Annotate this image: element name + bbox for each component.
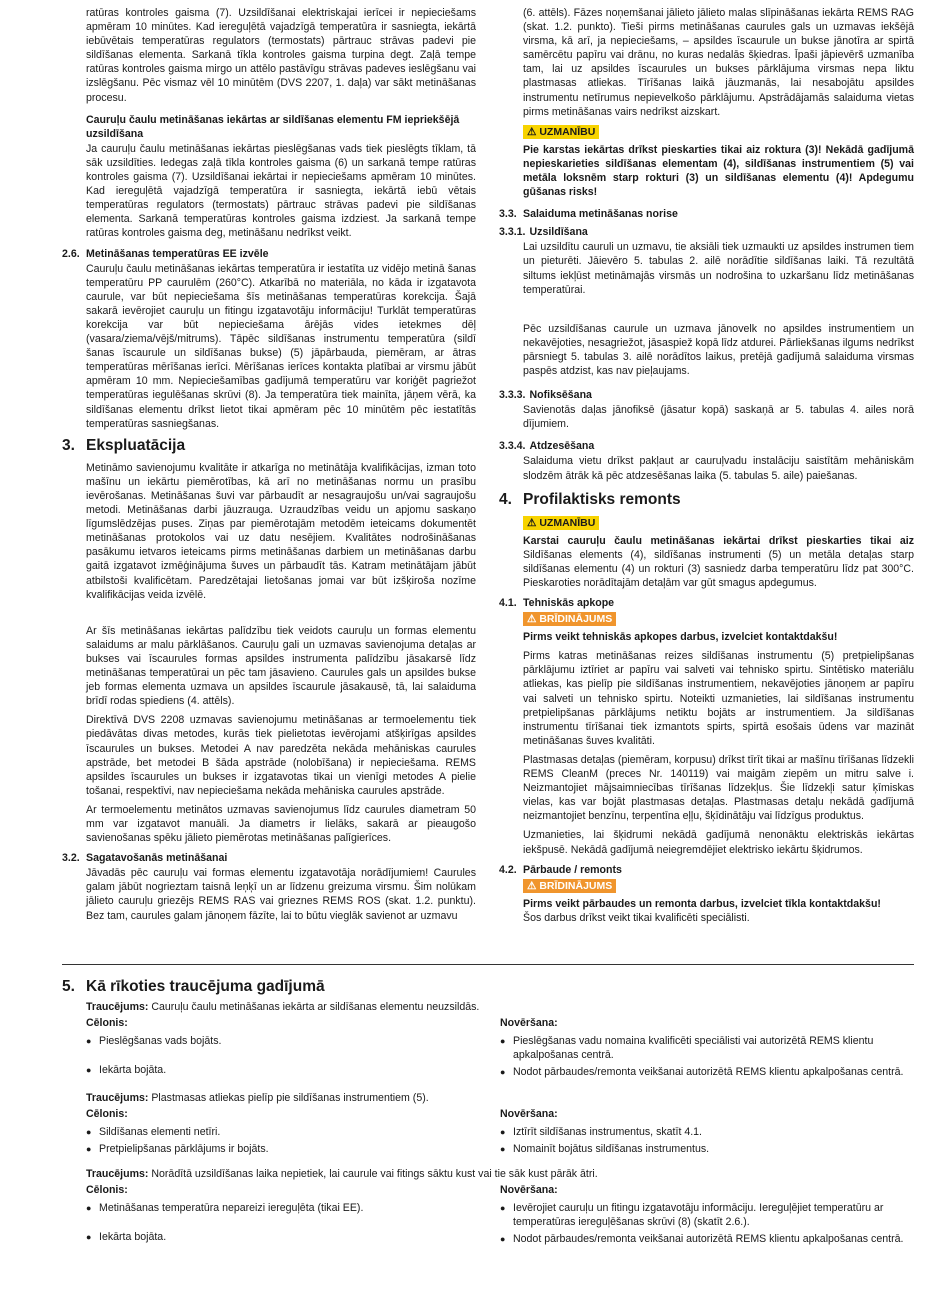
section-4-1-heading — [499, 596, 914, 610]
paragraph: ratūras kontroles gaisma (7). Uzsildīšanai elektriskajai ierīcei ir nepieciešams apmēram 10 minūtes. Kad iereguļētā vajadzīgā temperatūra ir sasniegta, iekārtā iebūvētais temperatūras regulators (termostats) pārtrauc strāvas padevi pie sildīšanas elementa. Sarkanā tīkla kontroles gaisma turpina degt. Zaļā tempe ratūras kontroles gaisma mirgo un attēlo pastāvīgu strāvas padeves ieslēgšanu vai izslēgšanu. Pēc vismaz vēl 10 minūtēm (DVS 2207, 1. daļa) var sākt metināšanas procesu. — [86, 7, 476, 104]
paragraph: Ja cauruļu čaulu metināšanas iekārtas pieslēgšanas vads tiek pieslēgts tīklam, tā sāk uzsildīties. Iedegas zaļā tīkla kontroles gaisma (6) un sarkanā tempe ratūras kontroles gaisma (7). Uzsildīšanai iekārtai ir nepieciešams apmēram 10 minūtes. Kad iereguļētā vajadzīgā temperatūra ir sasniegta, iekārtā iebū vētais temperatūras regulators (termostats) pārtrauc strāvas padevi pie sildīšanas elementa. Sarkanā temperatūras kontroles gaisma izdziest. Ja sarkanā tempe ratūras kontroles gaisma deg, metināšanu nedrīkst veikt. — [86, 142, 476, 240]
section-title: Kā rīkoties traucējuma gadījumā — [86, 978, 325, 995]
fault-entry — [62, 1091, 914, 1159]
caution-body: Sildīšanas elements (4), sildīšanas instrumenti (5) un metāla detaļas starp sildīšanas elementu (4) un rokturi (3) sasniedz darba temperatūru līdz pat 300°C. Pieskaroties norādītajām detaļām var gūt smagus apdegumus. — [523, 548, 914, 589]
cause-label: Cēlonis: — [86, 1017, 128, 1030]
paragraph: Savienotās daļas jānofiksē (jāsatur kopā) saskaņā ar 5. tabulas 4. ailes norā dījumiem. — [523, 404, 914, 431]
cause-column — [86, 1107, 500, 1159]
warning-bold: Pirms veikt pārbaudes un remonta darbus, izvelciet tīkla kontaktdakšu! — [523, 897, 881, 910]
cause-item: ● Iekārta bojāta. — [86, 1230, 500, 1244]
cause-item: ● Pretpielipšanas pārklājums ir bojāts. — [86, 1142, 500, 1156]
fault-entry — [62, 1000, 914, 1082]
fault-entry — [62, 1167, 914, 1249]
caution-badge — [523, 516, 599, 530]
fault-line — [86, 1000, 914, 1014]
caution-bold: Karstai cauruļu čaulu metināšanas iekārtai drīkst pieskarties tikai aiz — [523, 534, 914, 547]
divider — [62, 964, 914, 965]
remedy-item: ● Nodot pārbaudes/remonta veikšanai autorizētā REMS klientu apkalpošanas centrā. — [500, 1065, 914, 1079]
badge-label: BRĪDINĀJUMS — [539, 879, 613, 892]
remedy-label: Novēršana: — [500, 1184, 558, 1197]
remedy-column — [500, 1107, 914, 1159]
section-title: Nofiksēšana — [529, 389, 592, 402]
fault-text: Norādītā uzsildīšanas laika nepietiek, lai caurule vai fitings sāktu kust vai tie sāk kust pārāk ātri. — [151, 1167, 598, 1180]
remedy-item: ● Ievērojiet cauruļu un fitingu izgatavotāju informāciju. Iereguļējiet temperatūru ar temperatūras iereguļēšanas skrūvi (8) (skatīt 2.6.). — [500, 1201, 914, 1229]
section-number: 4. — [499, 490, 512, 508]
badge-label: UZMANĪBU — [539, 516, 596, 529]
paragraph: Pirms katras metināšanas reizes sildīšanas instrumentu (5) pretpielipšanas pārklājumu iztīriet ar papīru vai salveti vai tehnisko spirtu. Sintētisko materiālu atliekas, kas pielīp pie sildīšanas instrumentiem, nekavējoties jānoņem ar papīru vai salveti un tehnisko spirtu. Noteikti uzmanieties, lai sildīšanas instrumentu pretpielipšanas pārklājums netiktu bojāts ar instrumentiem. Ja sildīšanas instrumentu tīrīšanai tiek izmantots spirts, spirtā esošais ūdens var mazināt metināšanas šuves kvalitāti. — [523, 650, 914, 747]
paragraph: Jāvadās pēc cauruļu vai formas elementu izgatavotāja norādījumiem! Caurules galam jābūt nogrieztam taisnā leņķī un ar līdzenu greizuma virsmu. Šim nolūkam jālieto cauruļu griezējs REMS RAS vai grieznes REMS ROS (skat. 1.2. punktu). Bez tam, caurules galam jānoņem fāzīte, lai to būtu vieglāk savienot ar uzmavu — [86, 867, 476, 922]
section-3-3-3-heading — [499, 388, 914, 402]
cause-label: Cēlonis: — [86, 1184, 128, 1197]
section-number: 4.2. — [499, 863, 517, 876]
section-number: 3.3. — [499, 208, 517, 221]
section-title: Profilaktisks remonts — [523, 490, 681, 508]
warning-text — [499, 897, 914, 925]
troubleshooting-section — [62, 980, 914, 1257]
paragraph: Direktīvā DVS 2208 uzmavas savienojumu metināšanas ar termoelementu tiek piedāvātas divas metodes, kurās tiek pielietotas ievērojami atšķirīgas apsildes īscaurules un bukses. Metodei A nav paredzēta nekāda mehāniskas caurules apstrāde, bet metodei B šāda apstrāde (nolobīšana) ir nepieciešama. REMS apsildes īscaurules un bukses ir izgatavotas tikai un vienīgi metodes A pielie tošanai, respektīvi, nav nepieciešama nekāda mehāniska caurules apstrāde. — [86, 714, 476, 797]
cause-column — [86, 1183, 500, 1249]
cause-item: ● Pieslēgšanas vads bojāts. — [86, 1034, 500, 1048]
remedy-item: ● Nomainīt bojātus sildīšanas instrumentus. — [500, 1142, 914, 1156]
warning-text: Pirms veikt tehniskās apkopes darbus, izvelciet kontaktdakšu! — [523, 631, 838, 644]
fault-text: Cauruļu čaulu metināšanas iekārta ar sildīšanas elementu neuzsildās. — [151, 1001, 480, 1014]
section-title: Tehniskās apkope — [523, 597, 615, 610]
section-title: Metināšanas temperatūras EE izvēle — [86, 247, 269, 260]
paragraph: Salaiduma vietu drīkst pakļaut ar cauruļvadu instalāciju saistītām mehāniskām slodzēm ātrāk kā pēc atdzesēšanas laika (5. tabulas 5. aile) paiešanas. — [523, 455, 914, 482]
paragraph: Ar termoelementu metinātos uzmavas savienojumus līdz caurules diametram 50 mm var izgatavot manuāli. Ja diametrs ir lielāks, sakarā ar pieaugošo savienošanas spēku jālieto piemērotas metināšanas palīgierīces. — [86, 803, 476, 845]
section-3-3-heading — [499, 207, 914, 221]
paragraph: (6. attēls). Fāzes noņemšanai jālieto jālieto malas slīpināšanas iekārta REMS RAG (skat. 1.2. punkto). Tieši pirms metināšanas caurules gals un uzmavas iekšējā virsma, kā arī, ja nepieciešams, – apsildes īscaurule un bukse jānotīra ar spirtā samērcētu papīru vai drānu, no kuras nedalās šķiedras. Īpaši jāpievērš uzmanība tam, lai uz apsildes īscaurules un bukses pārklājuma virsmas nepa liktu plastmasas atliekas. Tīrīšanas laikā jāuzmanās, lai nesabojātu apsildes instrumentu netīrumus nepievelkošo pārklājumu. Apstrādājamās salaiduma vietas pirms metināšanas vairs nedrīkst aizskart. — [523, 7, 914, 118]
paragraph: Metināmo savienojumu kvalitāte ir atkarīga no metinātāja kvalifikācijas, izman toto mašīnu un iekārtu piemērotības, kā arī no metināšanas normu un prasību ievērošanas. Metināšanas šuvi var pārbaudīt ar nesagraujošu un/vai sagraujošu metodi. Metināšanas darbi jāuzrauga. Uzraudzības veidu un apjomu saskaņo līgumslēdzējas puses. Ziņas par piemērotajām metodēm ieteicams dokumentēt metināšanas protokolos vai uz datu nesējiem. Kvalitātes nodrošināšanas pasākumu ietvaros ieteicams pirms metināšanas darbiem un metināšanas darbu gaitā izgatavot izmēģinājuma šuves un pārbaudīt tās. Katram metinātājam jābūt atbilstoši kvalificētam. Paredzētajai lietošanas jomai var būt izšķiroša nozīme kvalifikācijas veida izvēlē. — [86, 461, 476, 601]
warning-badge — [523, 612, 616, 626]
section-number: 2.6. — [62, 247, 80, 260]
cause-item: ● Sildīšanas elementi netīri. — [86, 1125, 500, 1139]
remedy-item: ● Pieslēgšanas vadu nomaina kvalificēti speciālisti vai autorizētā REMS klientu apkalpošanas centrā. — [500, 1034, 914, 1062]
warning-triangle-icon: ⚠ — [527, 125, 537, 138]
fault-list — [62, 1000, 914, 1249]
warning-triangle-icon: ⚠ — [527, 879, 537, 892]
section-4-heading — [499, 490, 914, 508]
remedy-column — [500, 1016, 914, 1082]
caution-text: Pie karstas iekārtas drīkst pieskarties tikai aiz roktura (3)! Nekādā gadījumā nepieskarieties sildīšanas elementam (4), sildīšanas instrumentiem (5) vai metāla loksnēm starp rokturi (3) un sildīšanas elementu (4)! Apdegumu gūšanas risks! — [523, 143, 914, 199]
badge-label: UZMANĪBU — [539, 125, 596, 138]
warning-triangle-icon: ⚠ — [527, 516, 537, 529]
fault-label: Traucējums: — [86, 1091, 152, 1104]
spacer — [62, 607, 476, 624]
fault-grid — [86, 1183, 914, 1249]
fault-label: Traucējums: — [86, 1167, 152, 1180]
paragraph: Uzmanieties, lai šķidrumi nekādā gadījumā nenonāktu elektriskās iekārtas iekšpusē. Nekādā gadījumā neiegremdējiet elektrisko iekārtu šķidrumos. — [523, 829, 914, 856]
remedy-label: Novēršana: — [500, 1107, 558, 1120]
caution-text — [499, 534, 914, 590]
section-number: 3.2. — [62, 852, 80, 865]
section-3-2-heading — [62, 851, 476, 865]
paragraph: Ar šīs metināšanas iekārtas palīdzību tiek veidots cauruļu un formas elementu salaidums ar malu pārklāšanos. Cauruļu gali un uzmavas savienojuma detaļas ar bukses vai īscaurules formas apsildes instrumenta palīdzību jāsakarsē līdz metināšanas temperatūrai un pēc tam jāsavieno. Caurules gals un apsildes bukse jeb formas elementa uzmava un apsildes īscaurule jāsakausē, tā, lai salaiduma brīdī rodas spiediens (4. attēls). — [86, 624, 476, 708]
section-2-6-heading — [62, 247, 476, 261]
section-number: 5. — [62, 978, 75, 995]
fault-text: Plastmasas atliekas pielīp pie sildīšanas instrumentiem (5). — [151, 1091, 429, 1104]
section-title: Sagatavošanās metināšanai — [86, 852, 228, 865]
warning-badge — [523, 879, 616, 893]
fault-label: Traucējums: — [86, 1001, 152, 1014]
section-number: 4.1. — [499, 597, 517, 610]
paragraph: Cauruļu čaulu metināšanas iekārtas temperatūra ir iestatīta uz vidējo metinā šanas temperatūru PP caurulēm (260°C). Atkarībā no materiāla, no kāda ir izgatavota caurule, var būt nepieciešama šīs metināšanas temperatūras korekcija. Šajā sakarā ievērojiet cauruļu un fitingu izgatavotāju informāciju! Turklāt temperatūras korekcija var būt nepieciešama ārējās vides ietekmes dēļ (vasara/ziema/vējš/mitrums). Tāpēc sildīšanas instrumentu temperatūra (sildī šanas īscaurule un sildīšanas bukse) (5) jāpārbauda, piemēram, ar ātras temperatūras mērīšanas ierīci. Mērīšanas ierīces kontakta platībai ar virsmu jābūt apmēram 10 mm. Nepieciešamības gadījumā temperatūru var koriģēt pagriežot temperatūras iegulēšanas skrūvi (8). Ja temperatūra tiek mainīta, jāņem vērā, ka sildīšanas elementu drīkst lietot tikai apmēram pēc 10 minūtēm pēc iestatītās temperatūras sasniegšanas. — [86, 262, 476, 430]
remedy-column — [500, 1183, 914, 1249]
cause-label: Cēlonis: — [86, 1107, 128, 1120]
section-number: 3.3.4. — [499, 440, 526, 453]
section-3-heading — [62, 436, 476, 454]
fault-grid — [86, 1107, 914, 1159]
fault-line — [86, 1167, 914, 1181]
spacer — [499, 302, 914, 322]
cause-item: ● Metināšanas temperatūra nepareizi iereguļēta (tikai EE). — [86, 1201, 500, 1215]
fault-grid — [86, 1016, 914, 1082]
section-title: Ekspluatācija — [86, 436, 186, 454]
section-3-3-4-heading — [499, 439, 914, 453]
section-number: 3. — [62, 436, 75, 454]
subheading-fm: Cauruļu čaulu metināšanas iekārtas ar sildīšanas elementu FM iepriekšējā uzsildīšana — [86, 113, 460, 140]
remedy-item: ● Iztīrīt sildīšanas instrumentus, skatīt 4.1. — [500, 1125, 914, 1139]
section-title: Pārbaude / remonts — [523, 863, 622, 876]
section-title: Atdzesēšana — [529, 440, 595, 453]
fault-line — [86, 1091, 914, 1105]
paragraph: Lai uzsildītu cauruli un uzmavu, tie aksiāli tiek uzmaukti uz apsildes instrumen tiem un pieturēti. Jāievēro 5. tabulas 2. ailē norādītie sildīšanas laiki. Tā rezultātā siltums iekļūst metināmajās virsmās un nodrošina to uzkaršanu līdz metināšanas temperatūrai. — [523, 241, 914, 296]
section-number: 3.3.1. — [499, 226, 526, 239]
section-title: Salaiduma metināšanas norise — [523, 208, 678, 221]
badge-label: BRĪDINĀJUMS — [539, 613, 613, 626]
section-4-2-heading — [499, 863, 914, 877]
paragraph: Plastmasas detaļas (piemēram, korpusu) drīkst tīrīt tikai ar mašīnu tīrīšanas līdzekli REMS CleanM (preces Nr. 140119) vai maigām ziepēm un mitru salve i. Neizmantojiet mājsaimniecības tīrīšanas līdzekļus. Šie līdzekļi satur ķīmiskas vielas, kas var bojāt plastmasas detaļas. Plastmasas detaļu nekādā gadījumā neizmantojiet benzīnu, terpentīna eļļu, šķīdinātāju vai līdzīgus produktus. — [523, 753, 914, 823]
section-number: 3.3.3. — [499, 389, 526, 402]
remedy-label: Novēršana: — [500, 1017, 558, 1030]
right-column — [499, 6, 914, 925]
left-column — [62, 6, 476, 928]
section-3-3-1-heading — [499, 225, 914, 239]
warning-body: Šos darbus drīkst veikt tikai kvalificēti speciālisti. — [523, 911, 750, 924]
paragraph: Pēc uzsildīšanas caurule un uzmava jānovelk no apsildes instrumentiem un nekavējoties, nesagriežot, jāsaspiež kopā līdz atdurei. Pārliekšanas ilgums nedrīkst pārsniegt 5. tabulas 3. ailē norādītos laikus, pretējā gadījumā salaiduma virsmas paspēs atdzist, kas nav pieļaujams. — [523, 322, 914, 377]
cause-column — [86, 1016, 500, 1082]
section-5-heading — [62, 980, 914, 994]
cause-item: ● Iekārta bojāta. — [86, 1063, 500, 1077]
warning-triangle-icon: ⚠ — [527, 613, 537, 626]
section-title: Uzsildīšana — [529, 226, 588, 239]
caution-badge — [523, 125, 599, 139]
remedy-item: ● Nodot pārbaudes/remonta veikšanai autorizētā REMS klientu apkalpošanas centrā. — [500, 1232, 914, 1246]
